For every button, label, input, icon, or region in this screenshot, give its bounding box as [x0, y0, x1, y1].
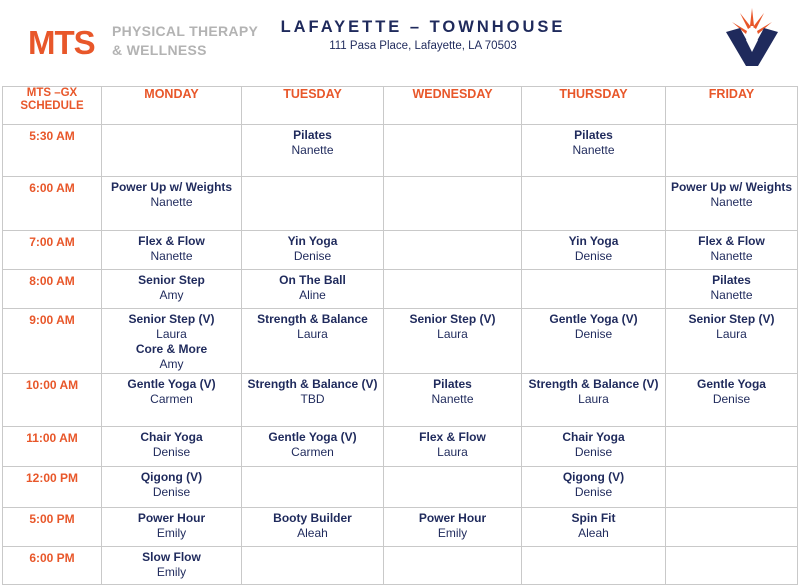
class-name: Pilates	[433, 377, 472, 391]
day-header-monday: MONDAY	[102, 87, 242, 125]
time-slot-label: 5:30 AM	[3, 125, 102, 177]
schedule-cell-tuesday	[242, 125, 384, 177]
instructor-name: Denise	[712, 392, 751, 406]
schedule-cell-monday	[102, 125, 242, 177]
schedule-cell-tuesday	[242, 508, 384, 547]
schedule-cell-thursday	[522, 309, 666, 374]
class-name: Senior Step	[138, 273, 205, 287]
day-header-friday: FRIDAY	[666, 87, 798, 125]
schedule-corner-label	[3, 87, 102, 125]
instructor-name: Emily	[437, 526, 468, 540]
instructor-name: Denise	[152, 485, 191, 499]
class-name: Strength & Balance	[257, 312, 368, 326]
schedule-cell-friday	[666, 177, 798, 231]
instructor-name: TBD	[300, 392, 325, 406]
schedule-body	[3, 125, 798, 585]
class-name: Qigong (V)	[140, 470, 203, 484]
time-slot-label: 7:00 AM	[3, 231, 102, 270]
location-title: LAFAYETTE – TOWNHOUSE	[280, 18, 566, 36]
instructor-name: Aline	[299, 288, 326, 302]
instructor-name: Denise	[293, 249, 332, 263]
schedule-row	[3, 309, 798, 374]
schedule-cell-wednesday	[384, 125, 522, 177]
schedule-cell-tuesday	[242, 374, 384, 427]
schedule-cell-tuesday	[242, 467, 384, 508]
instructor-name: Nanette	[291, 143, 334, 157]
class-name: Power Hour	[137, 511, 206, 525]
instructor-name: Aleah	[578, 526, 609, 540]
schedule-cell-thursday	[522, 374, 666, 427]
class-name: Yin Yoga	[287, 234, 338, 248]
brand-mark-icon	[724, 4, 780, 68]
class-name: Power Hour	[418, 511, 487, 525]
class-name: Flex & Flow	[698, 234, 765, 248]
schedule-cell-thursday	[522, 231, 666, 270]
schedule-cell-tuesday	[242, 270, 384, 309]
instructor-name: Denise	[574, 327, 613, 341]
schedule-cell-thursday	[522, 270, 666, 309]
schedule-cell-monday	[102, 309, 242, 374]
tagline-line-1: PHYSICAL THERAPY	[112, 23, 259, 39]
class-name: Spin Fit	[571, 511, 616, 525]
time-slot-label: 6:00 AM	[3, 177, 102, 231]
schedule-cell-tuesday	[242, 231, 384, 270]
time-slot-label: 11:00 AM	[3, 427, 102, 467]
class-name: On The Ball	[279, 273, 346, 287]
instructor-name: Denise	[574, 445, 613, 459]
class-name: Gentle Yoga (V)	[549, 312, 638, 326]
instructor-name: Laura	[578, 392, 609, 406]
schedule-cell-friday	[666, 508, 798, 547]
class-name: Strength & Balance (V)	[528, 377, 659, 391]
instructor-name: Laura	[156, 327, 187, 341]
schedule-cell-wednesday	[384, 177, 522, 231]
instructor-name: Denise	[574, 249, 613, 263]
schedule-row	[3, 374, 798, 427]
schedule-cell-thursday	[522, 547, 666, 585]
schedule-cell-thursday	[522, 467, 666, 508]
instructor-name: Nanette	[710, 288, 753, 302]
instructor-name: Laura	[437, 445, 468, 459]
schedule-row	[3, 508, 798, 547]
corner-line-2: SCHEDULE	[20, 100, 84, 112]
day-header-tuesday: TUESDAY	[242, 87, 384, 125]
time-slot-label: 9:00 AM	[3, 309, 102, 374]
schedule-cell-wednesday	[384, 231, 522, 270]
class-name: Yin Yoga	[568, 234, 619, 248]
schedule-cell-monday	[102, 270, 242, 309]
schedule-cell-friday	[666, 467, 798, 508]
corner-line-1: MTS –GX	[26, 87, 78, 99]
day-header-row	[3, 87, 798, 125]
day-header-thursday: THURSDAY	[522, 87, 666, 125]
schedule-cell-wednesday	[384, 508, 522, 547]
schedule-cell-wednesday	[384, 270, 522, 309]
class-name: Pilates	[574, 128, 613, 142]
instructor-name: Amy	[159, 357, 184, 371]
schedule-cell-friday	[666, 270, 798, 309]
schedule-row	[3, 231, 798, 270]
instructor-name: Aleah	[297, 526, 328, 540]
schedule-cell-wednesday	[384, 374, 522, 427]
schedule-row	[3, 177, 798, 231]
tagline-line-2: & WELLNESS	[112, 42, 207, 58]
class-name: Core & More	[135, 342, 208, 356]
class-name: Pilates	[293, 128, 332, 142]
instructor-name: Amy	[159, 288, 184, 302]
class-name: Gentle Yoga	[697, 377, 766, 391]
schedule-cell-thursday	[522, 427, 666, 467]
tagline	[112, 22, 258, 60]
schedule-cell-friday	[666, 125, 798, 177]
class-name: Senior Step (V)	[688, 312, 775, 326]
schedule-cell-tuesday	[242, 427, 384, 467]
class-name: Strength & Balance (V)	[247, 377, 378, 391]
class-name: Power Up w/ Weights	[110, 180, 233, 194]
class-name: Slow Flow	[142, 550, 201, 564]
schedule-cell-thursday	[522, 177, 666, 231]
schedule-cell-monday	[102, 427, 242, 467]
instructor-name: Carmen	[291, 445, 334, 459]
class-name: Gentle Yoga (V)	[268, 430, 357, 444]
schedule-row	[3, 467, 798, 508]
instructor-name: Laura	[297, 327, 328, 341]
day-header-wednesday: WEDNESDAY	[384, 87, 522, 125]
schedule-cell-monday	[102, 374, 242, 427]
schedule-cell-monday	[102, 508, 242, 547]
instructor-name: Nanette	[150, 249, 193, 263]
instructor-name: Carmen	[150, 392, 193, 406]
mts-logo: MTS	[28, 24, 95, 61]
class-name: Gentle Yoga (V)	[127, 377, 216, 391]
schedule-table	[2, 86, 798, 585]
schedule-row	[3, 270, 798, 309]
class-name: Flex & Flow	[419, 430, 486, 444]
schedule-cell-wednesday	[384, 547, 522, 585]
class-name: Booty Builder	[273, 511, 352, 525]
schedule-cell-thursday	[522, 125, 666, 177]
schedule-cell-tuesday	[242, 547, 384, 585]
instructor-name: Nanette	[572, 143, 615, 157]
schedule-cell-monday	[102, 177, 242, 231]
instructor-name: Nanette	[710, 195, 753, 209]
time-slot-label: 10:00 AM	[3, 374, 102, 427]
instructor-name: Denise	[574, 485, 613, 499]
instructor-name: Denise	[152, 445, 191, 459]
time-slot-label: 12:00 PM	[3, 467, 102, 508]
class-name: Pilates	[712, 273, 751, 287]
schedule-row	[3, 547, 798, 585]
time-slot-label: 8:00 AM	[3, 270, 102, 309]
instructor-name: Laura	[716, 327, 747, 341]
class-name: Chair Yoga	[140, 430, 203, 444]
location-address: 111 Pasa Place, Lafayette, LA 70503	[329, 40, 517, 52]
schedule-row	[3, 427, 798, 467]
schedule-cell-friday	[666, 374, 798, 427]
schedule-cell-wednesday	[384, 309, 522, 374]
class-name: Power Up w/ Weights	[670, 180, 793, 194]
instructor-name: Emily	[156, 565, 187, 579]
schedule-cell-friday	[666, 427, 798, 467]
instructor-name: Emily	[156, 526, 187, 540]
time-slot-label: 6:00 PM	[3, 547, 102, 585]
schedule-cell-friday	[666, 309, 798, 374]
schedule-cell-friday	[666, 547, 798, 585]
class-name: Qigong (V)	[562, 470, 625, 484]
schedule-cell-tuesday	[242, 177, 384, 231]
schedule-cell-wednesday	[384, 427, 522, 467]
instructor-name: Nanette	[431, 392, 474, 406]
class-name: Chair Yoga	[562, 430, 625, 444]
schedule-cell-friday	[666, 231, 798, 270]
instructor-name: Nanette	[150, 195, 193, 209]
class-name: Senior Step (V)	[128, 312, 215, 326]
schedule-cell-wednesday	[384, 467, 522, 508]
class-name: Senior Step (V)	[409, 312, 496, 326]
schedule-cell-tuesday	[242, 309, 384, 374]
page-header	[0, 0, 798, 86]
schedule-cell-thursday	[522, 508, 666, 547]
schedule-cell-monday	[102, 547, 242, 585]
schedule-cell-monday	[102, 231, 242, 270]
time-slot-label: 5:00 PM	[3, 508, 102, 547]
class-name: Flex & Flow	[138, 234, 205, 248]
schedule-cell-monday	[102, 467, 242, 508]
instructor-name: Nanette	[710, 249, 753, 263]
instructor-name: Laura	[437, 327, 468, 341]
schedule-row	[3, 125, 798, 177]
